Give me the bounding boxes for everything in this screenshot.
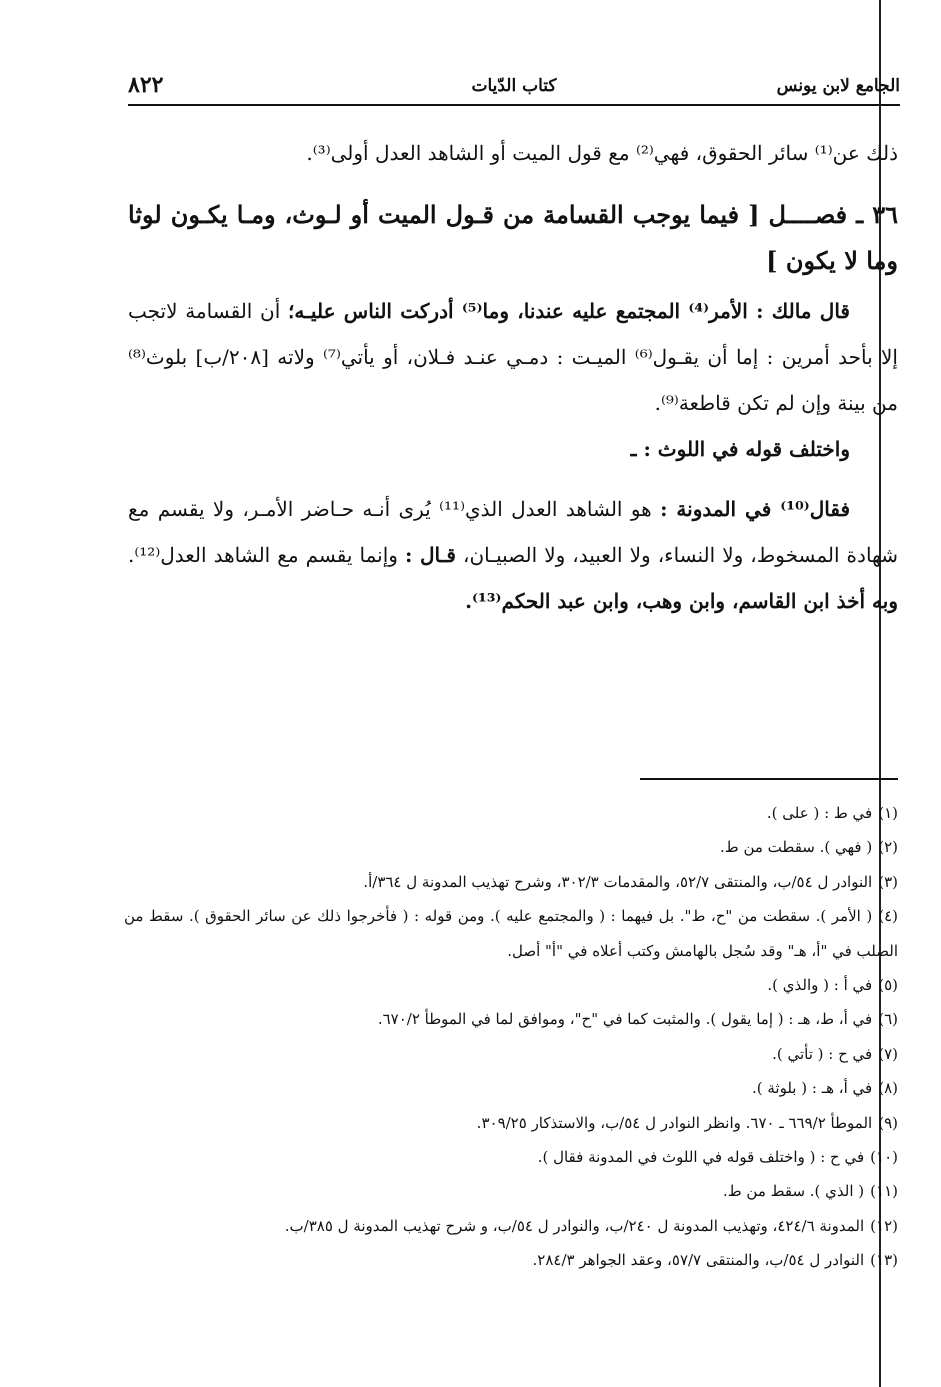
footnote-text: في ط : ( على ). <box>766 804 873 822</box>
footnote-number: (٧) <box>878 1044 898 1063</box>
footnote-text: الموطأ ٦٦٩/٢ ـ ٦٧٠. وانظر النوادر ل ٥٤/ب، والاستذكار ٣٠٩/٢٥. <box>476 1113 873 1132</box>
mudawwana-end: وبه أخذ ابن القاسم، وابن وهب، وابن عبد الحكم⁽¹³⁾. <box>465 589 898 613</box>
header-chapter-title: كتاب الدّيات <box>471 76 557 96</box>
footnote-text: ( الذي ). سقط من ط. <box>723 1182 865 1201</box>
footnote-text: النوادر ل ٥٤/ب، والمنتقى ٥٧/٧، وعقد الجواهر ٢٨٤/٣. <box>532 1251 865 1270</box>
footnote-number: (٤) <box>878 907 898 926</box>
main-text <box>128 130 898 624</box>
footnote-item <box>124 1140 898 1174</box>
footnote-divider <box>640 778 898 780</box>
paragraph-mudawwana <box>128 486 898 624</box>
footnote-text: في أ : ( والذي ). <box>767 976 873 995</box>
paragraph-malik <box>128 288 898 426</box>
footnote-item <box>124 1174 898 1208</box>
footnote-number: (٣) <box>878 872 898 891</box>
footnote-number: (١٠) <box>870 1148 898 1167</box>
header-divider <box>128 104 900 106</box>
footnote-text: في ح : ( تأتي ). <box>772 1044 873 1063</box>
paragraph-lawth-subheading: واختلف قوله في اللوث : ـ <box>630 437 850 461</box>
footnote-item <box>124 1243 898 1277</box>
footnote-item <box>124 899 898 968</box>
header-book-title: الجامع لابن يونس <box>776 76 900 96</box>
footnote-item <box>124 1002 898 1036</box>
footnote-text: في أ، ط، هـ : ( إما يقول ). والمثبت كما في "ح"، وموافق لما في الموطأ ٦٧٠/٢. <box>377 1010 873 1029</box>
footnote-text: ( الأمر ). سقطت من "ح، ط". بل فيهما : ( والمجتمع عليه ). ومن قوله : ( فأخرجوا ذلك عن سائر الحقوق ). سقط من الصلب في "أ، هـ" وقد سُجل بالهامش وكتب أعلاه في "أ" أصل. <box>124 907 898 960</box>
footnote-number: (٦) <box>878 1010 898 1029</box>
footnote-text: المدونة ٤٢٤/٦، وتهذيب المدونة ل ٢٤٠/ب، والنوادر ل ٥٤/ب، و شرح تهذيب المدونة ل ٣٨٥/ب. <box>284 1216 865 1235</box>
footnote-text: في أ، هـ : ( بلوثة ). <box>751 1079 873 1098</box>
paragraph-continuation: ذلك عن⁽¹⁾ سائر الحقوق، فهي⁽²⁾ مع قول الميت أو الشاهد العدل أولى⁽³⁾. <box>306 141 898 165</box>
mudawwana-text: هو الشاهد العدل الذي⁽¹¹⁾ يُرى أنـه حـاضر الأمـر، ولا يقسم مع شهادة المسخوط، ولا النساء، ولا العبيد، ولا الصبيـان، <box>128 497 899 567</box>
footnote-text: في ح : ( واختلف قوله في اللوث في المدونة فقال ). <box>537 1148 865 1167</box>
qala-word: قـال : <box>404 543 456 567</box>
footnote-number: (٨) <box>878 1079 898 1098</box>
footnote-item <box>124 865 898 899</box>
footnote-number: (١٣) <box>870 1251 898 1270</box>
footnote-number: (٩) <box>878 1113 898 1132</box>
footnote-item <box>124 968 898 1002</box>
footnote-text: ( فهي ). سقطت من ط. <box>720 838 873 857</box>
mudawwana-text-2: وإنما يقسم مع الشاهد العدل⁽¹²⁾. <box>128 543 405 567</box>
footnote-number: (٥) <box>878 976 898 995</box>
malik-quote-lead: قال مالك : الأمر⁽⁴⁾ المجتمع عليه عندنا، وما⁽⁵⁾ أدركت الناس عليـه؛ <box>287 299 850 323</box>
footnote-number: (١) <box>878 804 898 822</box>
footnote-item <box>124 796 898 830</box>
footnote-item <box>124 830 898 864</box>
running-header <box>128 72 900 102</box>
footnote-number: (١٢) <box>870 1216 898 1235</box>
footnote-number: (٢) <box>878 838 898 857</box>
footnote-text: النوادر ل ٥٤/ب، والمنتقى ٥٢/٧، والمقدمات ٣٠٢/٣، وشرح تهذيب المدونة ل ٣٦٤/أ. <box>363 872 873 891</box>
footnote-number: (١١) <box>870 1182 898 1201</box>
footnote-item <box>124 1037 898 1071</box>
footnote-item <box>124 1071 898 1105</box>
malik-quote-rest: أن القسامة لاتجب إلا بأحد أمرين : إما أن يقـول⁽⁶⁾ الميـت : دمـي عنـد فـلان، أو يأتي⁽⁷⁾ ولاته [٢٠٨/ب] بلوث⁽⁸⁾ من بينة وإن لم تكن قاطعة⁽⁹⁾. <box>128 299 898 415</box>
mudawwana-lead: فقال⁽¹⁰⁾ في المدونة : <box>660 497 851 521</box>
section-heading: ٣٦ ـ فصــــل [ فيما يوجب القسامة من قـول الميت أو لـوث، ومـا يكـون لوثا وما لا يكون ] <box>128 200 898 275</box>
footnotes-list <box>124 796 898 1278</box>
footnote-item <box>124 1106 898 1140</box>
footnote-item <box>124 1209 898 1243</box>
page-number: ٨٢٢ <box>128 72 164 98</box>
